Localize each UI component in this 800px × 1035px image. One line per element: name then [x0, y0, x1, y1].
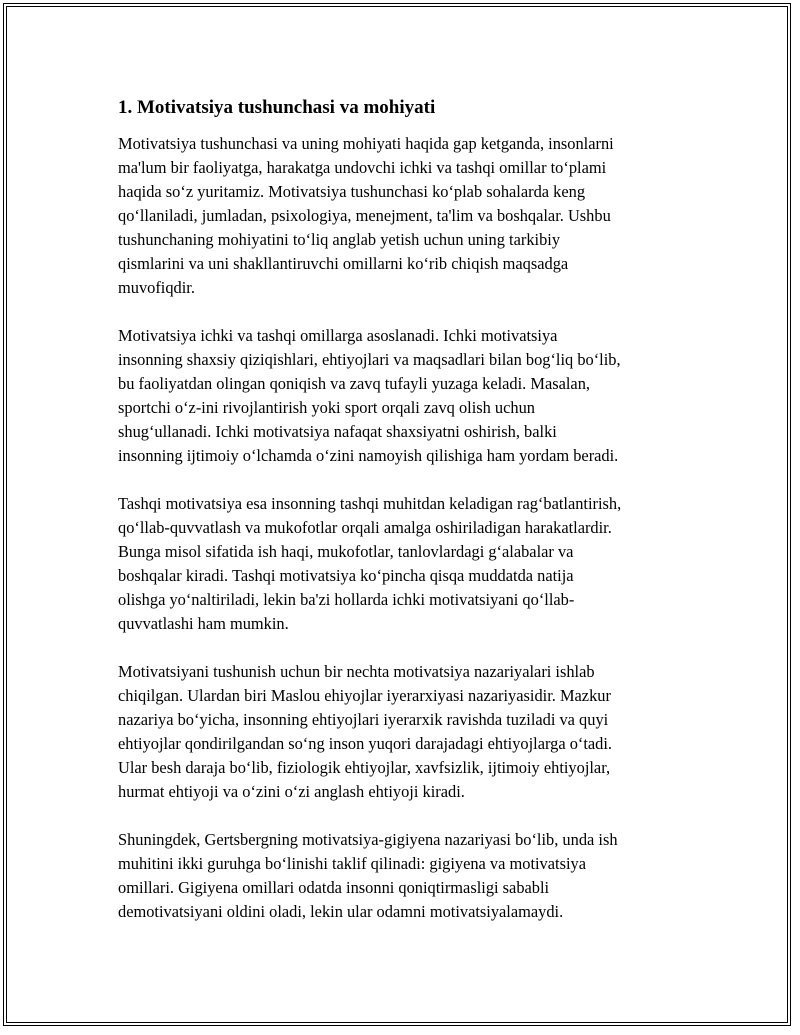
paragraph-3 [118, 492, 688, 636]
text-line: Motivatsiya ichki va tashqi omillarga asoslanadi. Ichki motivatsiya [118, 326, 558, 345]
text-line: Motivatsiya tushunchasi va uning mohiyati haqida gap ketganda, insonlarni [118, 134, 614, 153]
text-line: omillari. Gigiyena omillari odatda insonni qoniqtirmasligi sababli [118, 878, 550, 897]
document-body [118, 96, 688, 948]
text-line: muhitini ikki guruhga bo‘linishi taklif qilinadi: gigiyena va motivatsiya [118, 854, 586, 873]
text-line: Motivatsiyani tushunish uchun bir nechta motivatsiya nazariyalari ishlab [118, 662, 595, 681]
text-line: muvofiqdir. [118, 278, 195, 297]
text-line: Ular besh daraja bo‘lib, fiziologik ehtiyojlar, xavfsizlik, ijtimoiy ehtiyojlar, [118, 758, 611, 777]
text-line: ehtiyojlar qondirilgandan so‘ng inson yuqori darajadagi ehtiyojlarga o‘tadi. [118, 734, 613, 753]
text-line: shug‘ullanadi. Ichki motivatsiya nafaqat shaxsiyatni oshirish, balki [118, 422, 557, 441]
text-line: haqida so‘z yuritamiz. Motivatsiya tushunchasi ko‘plab sohalarda keng [118, 182, 586, 201]
paragraph-4 [118, 660, 688, 804]
text-line: demotivatsiyani oldini oladi, lekin ular odamni motivatsiyalamaydi. [118, 902, 564, 921]
text-line: insonning ijtimoiy o‘lchamda o‘zini namoyish qilishiga ham yordam beradi. [118, 446, 619, 465]
text-line: insonning shaxsiy qiziqishlari, ehtiyojlari va maqsadlari bilan bog‘liq bo‘lib, [118, 350, 621, 369]
text-line: qismlarini va uni shakllantiruvchi omillarni ko‘rib chiqish maqsadga [118, 254, 569, 273]
section-heading: 1. Motivatsiya tushunchasi va mohiyati [118, 97, 436, 118]
text-line: tushunchaning mohiyatini to‘liq anglab yetish uchun uning tarkibiy [118, 230, 561, 249]
text-line: olishga yo‘naltiriladi, lekin ba'zi hollarda ichki motivatsiyani qo‘llab- [118, 590, 575, 609]
text-line: qo‘llab-quvvatlash va mukofotlar orqali amalga oshiriladigan harakatlardir. [118, 518, 612, 537]
text-line: boshqalar kiradi. Tashqi motivatsiya ko‘pincha qisqa muddatda natija [118, 566, 574, 585]
text-line: bu faoliyatdan olingan qoniqish va zavq tufayli yuzaga keladi. Masalan, [118, 374, 590, 393]
text-line: qo‘llaniladi, jumladan, psixologiya, menejment, ta'lim va boshqalar. Ushbu [118, 206, 611, 225]
text-line: Shuningdek, Gertsbergning motivatsiya-gigiyena nazariyasi bo‘lib, unda ish [118, 830, 618, 849]
text-line: Bunga misol sifatida ish haqi, mukofotlar, tanlovlardagi g‘alabalar va [118, 542, 574, 561]
text-line: chiqilgan. Ulardan biri Maslou ehiyojlar iyerarxiyasi nazariyasidir. Mazkur [118, 686, 611, 705]
text-line: Tashqi motivatsiya esa insonning tashqi muhitdan keladigan rag‘batlantirish, [118, 494, 622, 513]
text-line: nazariya bo‘yicha, insonning ehtiyojlari iyerarxik ravishda tuziladi va quyi [118, 710, 609, 729]
paragraph-2 [118, 324, 688, 468]
text-line: sportchi o‘z-ini rivojlantirish yoki sport orqali zavq olish uchun [118, 398, 535, 417]
paragraph-1 [118, 132, 688, 300]
paragraph-5 [118, 828, 688, 924]
text-line: quvvatlashi ham mumkin. [118, 614, 289, 633]
text-line: hurmat ehtiyoji va o‘zini o‘zi anglash ehtiyoji kiradi. [118, 782, 465, 801]
text-line: ma'lum bir faoliyatga, harakatga undovchi ichki va tashqi omillar to‘plami [118, 158, 607, 177]
